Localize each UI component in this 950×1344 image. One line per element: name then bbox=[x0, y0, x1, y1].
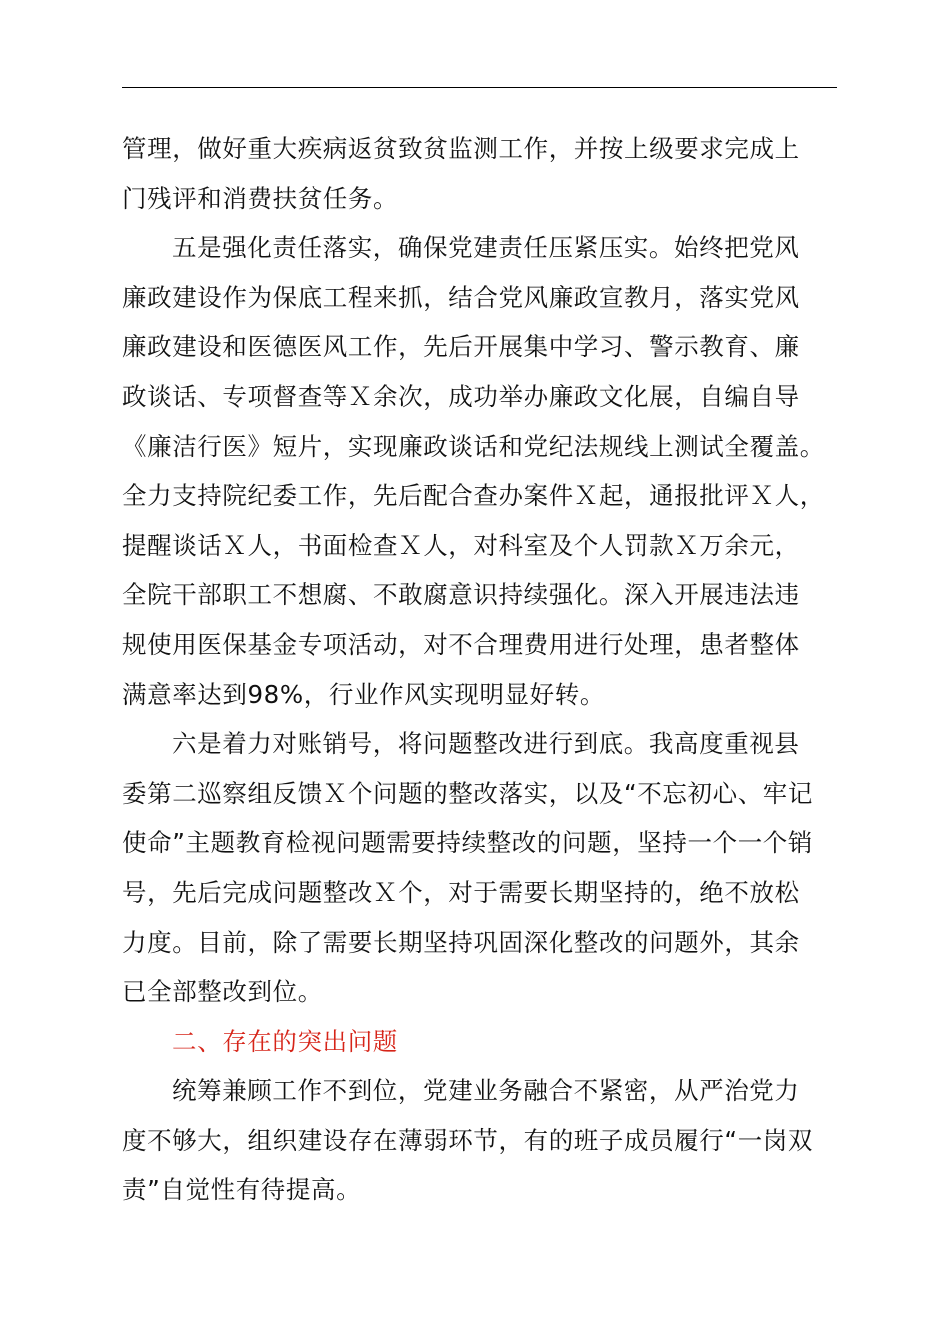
text-line: 使命”主题教育检视问题需要持续整改的问题，坚持一个一个销 bbox=[122, 828, 813, 858]
text-line: 责”自觉性有待提高。 bbox=[122, 1175, 362, 1205]
paragraph-1 bbox=[122, 124, 850, 223]
text-line: 全力支持院纪委工作，先后配合查办案件Ｘ起，通报批评Ｘ人， bbox=[122, 481, 825, 511]
text-line: 度不够大，组织建设存在薄弱环节，有的班子成员履行“一岗双 bbox=[122, 1125, 813, 1155]
text-line: 五是强化责任落实，确保党建责任压紧压实。始终把党风 bbox=[172, 233, 800, 263]
paragraph-2 bbox=[122, 223, 850, 719]
paragraph-4 bbox=[122, 1066, 850, 1215]
text-line: 管理，做好重大疾病返贫致贫监测工作，并按上级要求完成上 bbox=[122, 134, 800, 163]
text-line: 六是着力对账销号，将问题整改进行到底。我高度重视县 bbox=[172, 729, 800, 759]
text-line: 政谈话、专项督查等Ｘ余次，成功举办廉政文化展，自编自导 bbox=[122, 381, 800, 411]
text-line: 规使用医保基金专项活动，对不合理费用进行处理，患者整体 bbox=[122, 629, 800, 659]
text-line: 全院干部职工不想腐、不敢腐意识持续强化。深入开展违法违 bbox=[122, 580, 800, 610]
text-line: 廉政建设作为保底工程来抓，结合党风廉政宣教月，落实党风 bbox=[122, 282, 800, 312]
text-line: 提醒谈话Ｘ人，书面检查Ｘ人，对科室及个人罚款Ｘ万余元， bbox=[122, 530, 800, 560]
text-line: 号，先后完成问题整改Ｘ个，对于需要长期坚持的，绝不放松 bbox=[122, 877, 800, 907]
text-line: 满意率达到98%，行业作风实现明显好转。 bbox=[122, 679, 605, 709]
paragraph-3 bbox=[122, 719, 850, 1017]
header-rule bbox=[122, 87, 837, 88]
text-line: 统筹兼顾工作不到位，党建业务融合不紧密，从严治党力 bbox=[172, 1076, 800, 1106]
document-body bbox=[122, 124, 850, 1215]
section-heading: 二、存在的突出问题 bbox=[172, 1026, 398, 1056]
text-line: 《廉洁行医》短片，实现廉政谈话和党纪法规线上测试全覆盖。 bbox=[122, 431, 825, 461]
text-line: 力度。目前，除了需要长期坚持巩固深化整改的问题外，其余 bbox=[122, 927, 800, 957]
text-line: 廉政建设和医德医风工作，先后开展集中学习、警示教育、廉 bbox=[122, 332, 800, 362]
text-line: 已全部整改到位。 bbox=[122, 977, 323, 1007]
text-line: 委第二巡察组反馈Ｘ个问题的整改落实，以及“不忘初心、牢记 bbox=[122, 778, 813, 808]
text-line: 门残评和消费扶贫任务。 bbox=[122, 183, 399, 213]
